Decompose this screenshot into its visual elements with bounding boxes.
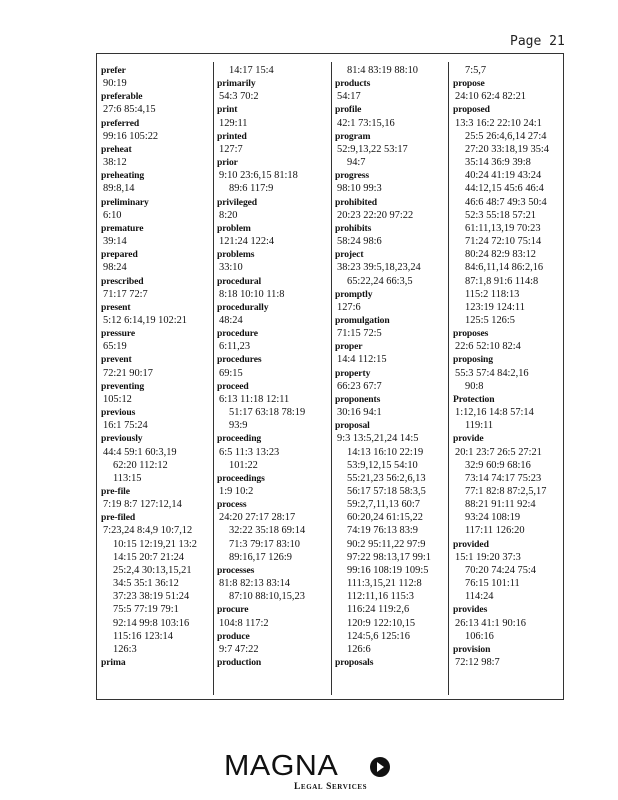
- page-line-refs: 117:11 126:20: [465, 525, 525, 537]
- index-term: production: [217, 657, 262, 669]
- index-term: primarily: [217, 78, 256, 90]
- index-term: problems: [217, 249, 255, 261]
- page-line-refs: 104:8 117:2: [219, 617, 269, 629]
- index-term: project: [335, 249, 364, 261]
- page-line-refs: 81:4 83:19 88:10: [347, 65, 419, 76]
- page-line-refs: 8:20: [219, 209, 238, 221]
- index-term: process: [217, 499, 247, 511]
- index-term: preferred: [101, 117, 140, 129]
- page-line-refs: 14:4 112:15: [337, 354, 387, 366]
- page-line-refs: 61:11,13,19 70:23: [465, 222, 541, 234]
- page-line-refs: 48:24: [219, 314, 243, 326]
- page-line-refs: 77:1 82:8 87:2,5,17: [465, 486, 547, 497]
- index-term: proper: [335, 341, 363, 353]
- index-term: progress: [335, 170, 370, 182]
- page-line-refs: 70:20 74:24 75:4: [465, 564, 537, 576]
- index-term: proceed: [217, 380, 249, 392]
- index-term: pre-file: [101, 486, 130, 497]
- page-line-refs: 98:10 99:3: [337, 183, 382, 195]
- page-line-refs: 8:18 10:10 11:8: [219, 288, 285, 300]
- column-divider: [213, 62, 214, 695]
- index-term: procedure: [217, 328, 258, 340]
- index-term: print: [217, 104, 238, 116]
- page-line-refs: 71:24 72:10 75:14: [465, 236, 542, 248]
- page-line-refs: 54:17: [337, 91, 361, 103]
- page-line-refs: 7:23,24 8:4,9 10:7,12: [103, 525, 193, 537]
- page-line-refs: 115:2 118:13: [465, 288, 520, 300]
- page-line-refs: 75:5 77:19 79:1: [113, 604, 179, 616]
- logo-wordmark: MAGNA: [224, 750, 339, 782]
- page-line-refs: 55:21,23 56:2,6,13: [347, 472, 426, 484]
- page-line-refs: 71:17 72:7: [103, 288, 148, 300]
- index-term: premature: [101, 222, 144, 234]
- page-line-refs: 114:24: [465, 591, 494, 603]
- word-index-frame: [96, 53, 564, 700]
- page-line-refs: 120:9 122:10,15: [347, 617, 416, 629]
- index-term: proposing: [453, 354, 493, 366]
- page-line-refs: 38:12: [103, 157, 127, 169]
- page-line-refs: 51:17 63:18 78:19: [229, 407, 306, 419]
- page-line-refs: 10:15 12:19,21 13:2: [113, 538, 197, 550]
- page-line-refs: 35:14 36:9 39:8: [465, 157, 531, 169]
- index-term: prefer: [101, 65, 126, 76]
- index-term: prior: [217, 157, 238, 169]
- page-line-refs: 113:15: [113, 472, 142, 484]
- page-line-refs: 126:3: [113, 643, 137, 655]
- index-term: Protection: [453, 393, 495, 405]
- page-line-refs: 15:1 19:20 37:3: [455, 551, 521, 563]
- page-line-refs: 76:15 101:11: [465, 578, 520, 590]
- page-line-refs: 44:12,15 45:6 46:4: [465, 183, 544, 195]
- page-line-refs: 53:9,12,15 54:10: [347, 459, 418, 471]
- page-line-refs: 16:1 75:24: [103, 420, 148, 432]
- page-line-refs: 81:8 82:13 83:14: [219, 578, 291, 590]
- page-line-refs: 6:10: [103, 209, 122, 221]
- index-term: preliminary: [101, 196, 149, 208]
- index-term: previous: [101, 407, 136, 419]
- page-line-refs: 46:6 48:7 49:3 50:4: [465, 196, 547, 208]
- index-term: provide: [453, 433, 484, 445]
- index-term: promptly: [335, 288, 373, 300]
- index-term: prevent: [101, 354, 132, 366]
- page-line-refs: 80:24 82:9 83:12: [465, 249, 537, 261]
- index-term: pressure: [101, 328, 136, 340]
- page-line-refs: 99:16 108:19 109:5: [347, 564, 429, 576]
- page-line-refs: 52:9,13,22 53:17: [337, 143, 408, 155]
- page-line-refs: 24:20 27:17 28:17: [219, 512, 296, 524]
- page-line-refs: 116:24 119:2,6: [347, 604, 410, 616]
- page-line-refs: 60:20,24 61:15,22: [347, 512, 423, 524]
- index-term: proceeding: [217, 433, 262, 445]
- page-line-refs: 33:10: [219, 262, 243, 274]
- page-line-refs: 87:1,8 91:6 114:8: [465, 275, 539, 287]
- page-line-refs: 32:22 35:18 69:14: [229, 525, 306, 537]
- circle-arrow-right-icon: [370, 757, 390, 777]
- page-line-refs: 55:3 57:4 84:2,16: [455, 367, 529, 379]
- index-column-2: [217, 64, 327, 697]
- page-line-refs: 6:13 11:18 12:11: [219, 393, 290, 405]
- index-term: procedurally: [217, 301, 269, 313]
- index-term: prohibits: [335, 222, 372, 234]
- page-line-refs: 37:23 38:19 51:24: [113, 591, 190, 603]
- page-line-refs: 30:16 94:1: [337, 407, 382, 419]
- page-line-refs: 99:16 105:22: [103, 130, 159, 142]
- page-line-refs: 69:15: [219, 367, 243, 379]
- index-term: processes: [217, 564, 255, 576]
- page-line-refs: 32:9 60:9 68:16: [465, 459, 531, 471]
- page-line-refs: 27:6 85:4,15: [103, 104, 156, 116]
- page-line-refs: 94:7: [347, 157, 366, 169]
- index-column-3: [335, 64, 445, 697]
- page-line-refs: 129:11: [219, 117, 248, 129]
- column-divider: [331, 62, 332, 695]
- page-line-refs: 66:23 67:7: [337, 380, 382, 392]
- page-line-refs: 5:12 6:14,19 102:21: [103, 314, 187, 326]
- page-line-refs: 56:17 57:18 58:3,5: [347, 486, 426, 497]
- page-line-refs: 9:3 13:5,21,24 14:5: [337, 433, 419, 445]
- page-line-refs: 25:5 26:4,6,14 27:4: [465, 130, 547, 142]
- page-line-refs: 65:19: [103, 341, 127, 353]
- index-term: propose: [453, 78, 485, 90]
- page-line-refs: 14:13 16:10 22:19: [347, 446, 424, 458]
- index-term: profile: [335, 104, 362, 116]
- index-term: preheat: [101, 143, 132, 155]
- page-line-refs: 7:19 8:7 127:12,14: [103, 499, 182, 511]
- page-line-refs: 14:17 15:4: [229, 65, 274, 76]
- page-line-refs: 125:5 126:5: [465, 314, 515, 326]
- page-line-refs: 62:20 112:12: [113, 459, 168, 471]
- page-line-refs: 73:14 74:17 75:23: [465, 472, 542, 484]
- index-column-1: [101, 64, 211, 697]
- logo-subtitle: Legal Services: [294, 782, 368, 792]
- index-term: privileged: [217, 196, 258, 208]
- page-line-refs: 93:24 108:19: [465, 512, 521, 524]
- page-line-refs: 1:12,16 14:8 57:14: [455, 407, 534, 419]
- page-line-refs: 119:11: [465, 420, 494, 432]
- page-line-refs: 90:8: [465, 380, 484, 392]
- page-line-refs: 127:7: [219, 143, 243, 155]
- page-line-refs: 9:7 47:22: [219, 643, 259, 655]
- page-line-refs: 72:12 98:7: [455, 657, 500, 669]
- page-line-refs: 84:6,11,14 86:2,16: [465, 262, 544, 274]
- page-line-refs: 90:19: [103, 78, 127, 90]
- page-line-refs: 38:23 39:5,18,23,24: [337, 262, 421, 274]
- index-term: pre-filed: [101, 512, 136, 524]
- index-term: property: [335, 367, 371, 379]
- index-term: proponents: [335, 393, 381, 405]
- index-term: provides: [453, 604, 488, 616]
- index-term: proposes: [453, 328, 489, 340]
- magna-logo: [224, 750, 394, 794]
- index-term: procedural: [217, 275, 262, 287]
- page-line-refs: 92:14 99:8 103:16: [113, 617, 190, 629]
- index-term: procure: [217, 604, 249, 616]
- page-line-refs: 26:13 41:1 90:16: [455, 617, 527, 629]
- page-line-refs: 24:10 62:4 82:21: [455, 91, 527, 103]
- page-line-refs: 65:22,24 66:3,5: [347, 275, 413, 287]
- page-line-refs: 88:21 91:11 92:4: [465, 499, 536, 511]
- page-line-refs: 34:5 35:1 36:12: [113, 578, 179, 590]
- page-line-refs: 111:3,15,21 112:8: [347, 578, 422, 590]
- page-line-refs: 87:10 88:10,15,23: [229, 591, 305, 603]
- page-line-refs: 20:1 23:7 26:5 27:21: [455, 446, 542, 458]
- page-line-refs: 13:3 16:2 22:10 24:1: [455, 117, 542, 129]
- page-line-refs: 9:10 23:6,15 81:18: [219, 170, 298, 182]
- index-term: previously: [101, 433, 143, 445]
- index-column-4: [453, 64, 561, 697]
- index-term: program: [335, 130, 371, 142]
- page-line-refs: 40:24 41:19 43:24: [465, 170, 542, 182]
- page-line-refs: 42:1 73:15,16: [337, 117, 395, 129]
- index-term: provision: [453, 643, 491, 655]
- index-term: proceedings: [217, 472, 265, 484]
- column-divider: [448, 62, 449, 695]
- index-term: proposals: [335, 657, 374, 669]
- page-line-refs: 20:23 22:20 97:22: [337, 209, 414, 221]
- page-line-refs: 52:3 55:18 57:21: [465, 209, 537, 221]
- index-term: proposal: [335, 420, 370, 432]
- page-number: Page 21: [510, 34, 565, 49]
- page-line-refs: 89:16,17 126:9: [229, 551, 292, 563]
- page-line-refs: 54:3 70:2: [219, 91, 259, 103]
- page-line-refs: 74:19 76:13 83:9: [347, 525, 419, 537]
- page-line-refs: 25:2,4 30:13,15,21: [113, 564, 192, 576]
- page-line-refs: 127:6: [337, 301, 361, 313]
- page-line-refs: 72:21 90:17: [103, 367, 153, 379]
- page-line-refs: 71:3 79:17 83:10: [229, 538, 301, 550]
- page-line-refs: 106:16: [465, 630, 494, 642]
- page-line-refs: 112:11,16 115:3: [347, 591, 414, 603]
- index-term: present: [101, 301, 131, 313]
- index-term: products: [335, 78, 371, 90]
- page-line-refs: 89:6 117:9: [229, 183, 274, 195]
- page-line-refs: 124:5,6 125:16: [347, 630, 410, 642]
- page-line-refs: 90:2 95:11,22 97:9: [347, 538, 426, 550]
- index-term: provided: [453, 538, 489, 550]
- index-term: problem: [217, 222, 251, 234]
- index-term: procedures: [217, 354, 262, 366]
- page-line-refs: 58:24 98:6: [337, 236, 382, 248]
- page-line-refs: 1:9 10:2: [219, 486, 254, 497]
- page-line-refs: 101:22: [229, 459, 258, 471]
- page-line-refs: 98:24: [103, 262, 127, 274]
- page-line-refs: 14:15 20:7 21:24: [113, 551, 185, 563]
- page-line-refs: 89:8,14: [103, 183, 135, 195]
- index-term: prima: [101, 657, 126, 669]
- page-line-refs: 39:14: [103, 236, 127, 248]
- index-term: preventing: [101, 380, 145, 392]
- page-line-refs: 22:6 52:10 82:4: [455, 341, 521, 353]
- page-line-refs: 71:15 72:5: [337, 328, 382, 340]
- page-line-refs: 115:16 123:14: [113, 630, 173, 642]
- page-line-refs: 44:4 59:1 60:3,19: [103, 446, 177, 458]
- page-line-refs: 123:19 124:11: [465, 301, 525, 313]
- index-term: proposed: [453, 104, 490, 116]
- index-term: preheating: [101, 170, 145, 182]
- index-term: prepared: [101, 249, 138, 261]
- index-term: promulgation: [335, 314, 390, 326]
- index-term: printed: [217, 130, 247, 142]
- index-term: preferable: [101, 91, 143, 103]
- index-term: prescribed: [101, 275, 144, 287]
- page-line-refs: 105:12: [103, 393, 132, 405]
- page-line-refs: 27:20 33:18,19 35:4: [465, 143, 549, 155]
- page-line-refs: 126:6: [347, 643, 371, 655]
- page-line-refs: 6:11,23: [219, 341, 251, 353]
- page-line-refs: 121:24 122:4: [219, 236, 275, 248]
- page-line-refs: 7:5,7: [465, 65, 487, 76]
- page-line-refs: 59:2,7,11,13 60:7: [347, 499, 420, 511]
- page-line-refs: 93:9: [229, 420, 248, 432]
- index-term: prohibited: [335, 196, 378, 208]
- index-term: produce: [217, 630, 250, 642]
- page-line-refs: 97:22 98:13,17 99:1: [347, 551, 431, 563]
- page-line-refs: 6:5 11:3 13:23: [219, 446, 280, 458]
